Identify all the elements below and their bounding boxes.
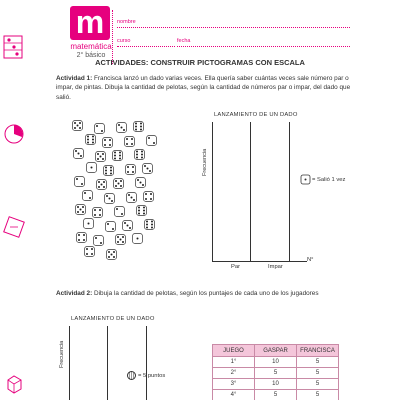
die-icon bbox=[133, 121, 144, 132]
die-icon bbox=[113, 178, 124, 189]
chart1-legend-die-icon bbox=[300, 174, 312, 186]
activity1-body: Francisca lanzó un dado varias veces. Ella quería saber cuántas veces sale número par o impar, de pintas. Dibuja la cantidad de pelotas, según la cantidad de números par o impar, del dado que salió. bbox=[56, 75, 351, 101]
die-icon bbox=[72, 120, 83, 131]
die-icon bbox=[85, 134, 96, 145]
chart1-divider-2 bbox=[289, 122, 290, 262]
chart1-category-impar: Impar bbox=[268, 264, 283, 270]
dice-grid bbox=[72, 120, 180, 260]
date-label: fecha bbox=[177, 38, 191, 44]
table-cell: 5 bbox=[297, 368, 339, 379]
activity1-text bbox=[56, 74, 366, 102]
die-icon bbox=[116, 122, 127, 133]
chart2-legend-ball-icon bbox=[127, 371, 136, 380]
table-cell: 10 bbox=[255, 357, 297, 368]
chart1-x-end: N° bbox=[307, 257, 314, 263]
die-icon bbox=[96, 179, 107, 190]
die-icon bbox=[75, 204, 86, 215]
chart1-legend: = Salió 1 vez bbox=[312, 177, 346, 183]
activity2-label: Actividad 2: bbox=[56, 290, 93, 297]
table-cell: 10 bbox=[255, 379, 297, 390]
activity2-body: Dibuja la cantidad de pelotas, según los puntajes de cada uno de los jugadores bbox=[92, 290, 319, 297]
table-cell: 5 bbox=[255, 368, 297, 379]
die-icon bbox=[94, 123, 105, 134]
course-field[interactable] bbox=[117, 46, 175, 47]
die-icon bbox=[106, 249, 117, 260]
table-row bbox=[213, 368, 339, 379]
header-divider bbox=[112, 10, 113, 64]
chart1-y-axis bbox=[212, 122, 213, 262]
die-icon bbox=[112, 150, 123, 161]
page-title: ACTIVIDADES: CONSTRUIR PICTOGRAMAS CON ESCALA bbox=[95, 58, 305, 67]
die-icon bbox=[84, 246, 95, 257]
table-cell: 5 bbox=[297, 390, 339, 400]
table-cell: 2° bbox=[213, 368, 255, 379]
die-icon bbox=[124, 136, 135, 147]
die-icon bbox=[73, 148, 84, 159]
table-cell: 4° bbox=[213, 390, 255, 400]
die-icon bbox=[102, 137, 113, 148]
table-row bbox=[213, 357, 339, 368]
name-field[interactable] bbox=[117, 27, 350, 28]
die-icon bbox=[104, 193, 115, 204]
die-icon bbox=[132, 233, 143, 244]
logo bbox=[70, 6, 110, 40]
chart2-divider-2 bbox=[146, 326, 147, 400]
table-cell: 3° bbox=[213, 379, 255, 390]
die-icon bbox=[125, 164, 136, 175]
chart2-y-axis bbox=[69, 326, 70, 400]
chart1-y-label: Frecuencia bbox=[202, 148, 208, 176]
chart1-category-par: Par bbox=[231, 264, 241, 270]
table-header-juego: JUEGO bbox=[213, 345, 255, 357]
chart2-title: LANZAMIENTO DE UN DADO bbox=[71, 316, 155, 322]
die-icon bbox=[95, 151, 106, 162]
die-icon bbox=[86, 162, 97, 173]
chart1-title: LANZAMIENTO DE UN DADO bbox=[214, 112, 298, 118]
die-icon bbox=[134, 149, 145, 160]
chart1-x-axis bbox=[212, 261, 307, 262]
die-icon bbox=[142, 163, 153, 174]
brand-name: matemática bbox=[70, 42, 112, 51]
die-icon bbox=[92, 207, 103, 218]
die-icon bbox=[122, 220, 133, 231]
die-icon bbox=[136, 205, 147, 216]
table-row bbox=[213, 390, 339, 400]
pie-icon bbox=[2, 122, 26, 146]
cube-icon bbox=[2, 372, 26, 396]
die-icon bbox=[93, 235, 104, 246]
table-header-francisca: FRANCISCA bbox=[297, 345, 339, 357]
die-icon bbox=[126, 192, 137, 203]
table-header-row bbox=[213, 345, 339, 357]
chart2-y-label: Frecuencia bbox=[59, 340, 65, 368]
die-icon bbox=[103, 165, 114, 176]
die-icon bbox=[144, 219, 155, 230]
ruler-icon bbox=[2, 215, 26, 239]
chart2-divider-1 bbox=[107, 326, 108, 400]
activity1-label: Actividad 1: bbox=[56, 75, 93, 82]
activity2-text bbox=[56, 289, 376, 298]
die-icon bbox=[76, 232, 87, 243]
score-table bbox=[212, 344, 339, 400]
die-icon bbox=[114, 206, 125, 217]
table-cell: 5 bbox=[297, 379, 339, 390]
die-icon bbox=[83, 218, 94, 229]
logo-letter: m bbox=[75, 4, 105, 40]
die-icon bbox=[143, 191, 154, 202]
table-cell: 5 bbox=[297, 357, 339, 368]
chart2-legend: = 5 puntos bbox=[138, 373, 166, 379]
die-icon bbox=[82, 190, 93, 201]
die-icon bbox=[105, 221, 116, 232]
table-row bbox=[213, 379, 339, 390]
die-icon bbox=[74, 176, 85, 187]
chart1-divider-1 bbox=[250, 122, 251, 262]
course-label: curso bbox=[117, 38, 131, 44]
die-icon bbox=[146, 135, 157, 146]
grade-label: 2° básico bbox=[76, 52, 106, 59]
table-cell: 5 bbox=[255, 390, 297, 400]
table-cell: 1° bbox=[213, 357, 255, 368]
table-header-gaspar: GASPAR bbox=[255, 345, 297, 357]
name-label: nombre bbox=[117, 19, 136, 25]
date-field[interactable] bbox=[177, 46, 350, 47]
die-icon bbox=[135, 177, 146, 188]
die-icon bbox=[115, 234, 126, 245]
